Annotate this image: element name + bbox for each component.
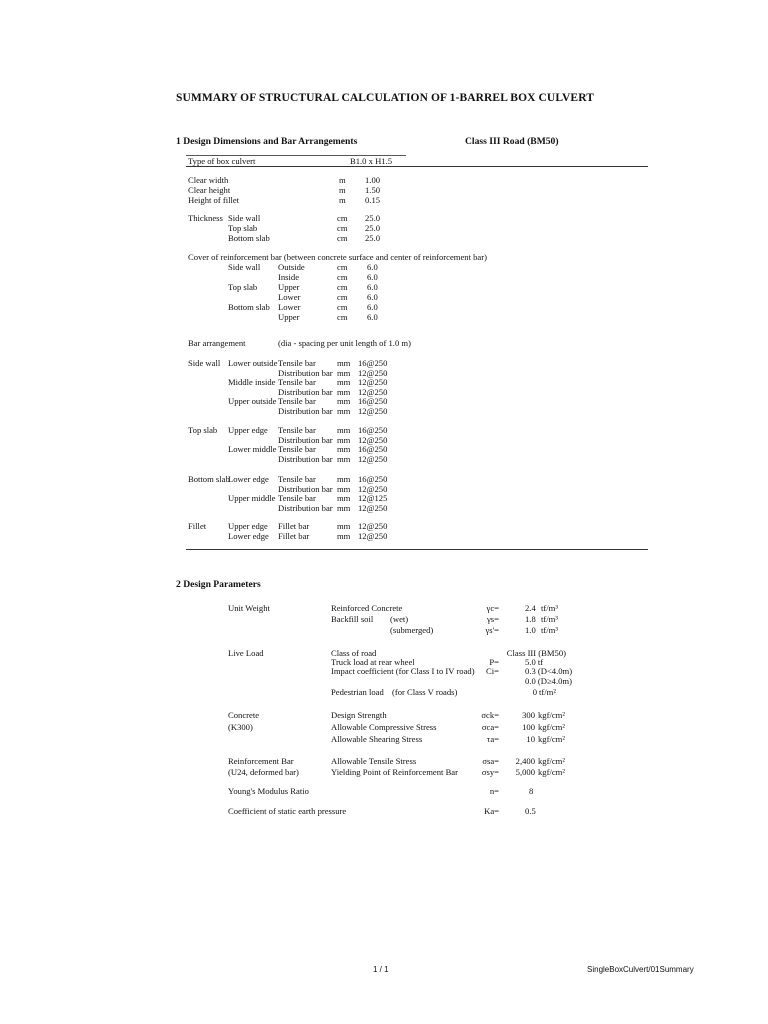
bar-value: 16@250 [358, 425, 388, 435]
bar-unit: mm [337, 444, 351, 455]
bar-value: 12@250 [358, 530, 388, 541]
pedestrian-load-desc: Pedestrian load [331, 687, 384, 697]
bar-value: 16@250 [358, 444, 388, 455]
cover-unit: cm [337, 292, 348, 302]
concrete-param-symbol: σca= [481, 722, 499, 732]
concrete-grade: (K300) [228, 722, 253, 732]
bar-value: 12@250 [358, 483, 388, 494]
bar-type: Distribution bar [278, 453, 333, 464]
concrete-param-value: 300 [522, 710, 535, 720]
truck-load-value: 5.0 tf [525, 657, 544, 667]
earth-pressure-value: 0.5 [525, 806, 536, 816]
truck-load-desc: Truck load at rear wheel [331, 657, 415, 667]
bar-type: Tensile bar [278, 377, 316, 388]
cover-position: Lower [278, 302, 301, 312]
concrete-param-value: 10 [526, 734, 535, 744]
unit-weight-note: (submerged) [390, 625, 434, 635]
section1-heading: 1 Design Dimensions and Bar Arrangements [176, 136, 358, 147]
page-title: SUMMARY OF STRUCTURAL CALCULATION OF 1-BARREL BOX CULVERT [176, 92, 594, 104]
thickness-value: 25.0 [365, 223, 381, 233]
pedestrian-load-unit: tf/m² [539, 687, 556, 697]
concrete-param-unit: kgf/cm² [538, 734, 565, 744]
unit-weight-label: Unit Weight [228, 603, 270, 613]
bar-type: Distribution bar [278, 406, 333, 416]
bar-value: 16@250 [358, 474, 388, 484]
bar-arrangement-note: (dia - spacing per unit length of 1.0 m) [278, 338, 411, 348]
bar-unit: mm [337, 483, 351, 494]
rebar-grade: (U24, deformed bar) [228, 767, 299, 777]
live-load-label: Live Load [228, 648, 264, 658]
bar-unit: mm [337, 521, 351, 531]
unit-weight-value: 2.4 [525, 603, 536, 613]
cover-part: Top slab [228, 282, 258, 292]
cover-position: Outside [278, 262, 305, 272]
bar-position: Lower edge [228, 474, 269, 484]
bar-type: Tensile bar [278, 493, 316, 504]
rebar-param-symbol: σsy= [481, 767, 499, 777]
cover-value: 6.0 [367, 272, 378, 282]
bar-type: Tensile bar [278, 474, 316, 484]
bar-unit: mm [337, 530, 351, 541]
bar-position: Lower edge [228, 530, 269, 541]
cover-value: 6.0 [367, 302, 378, 312]
rebar-param-desc: Yielding Point of Reinforcement Bar [331, 767, 458, 777]
cover-value: 6.0 [367, 292, 378, 302]
bar-type: Distribution bar [278, 386, 333, 397]
type-label: Type of box culvert [188, 156, 256, 166]
unit-weight-unit: tf/m³ [541, 603, 558, 613]
truck-load-symbol: P= [489, 657, 499, 667]
thickness-value: 25.0 [365, 233, 381, 243]
bar-unit: mm [337, 396, 351, 407]
bar-value: 12@250 [358, 406, 388, 416]
unit-weight-symbol: γs= [487, 614, 499, 624]
bar-type: Fillet bar [278, 521, 310, 531]
unit-weight-unit: tf/m³ [541, 614, 558, 624]
bar-unit: mm [337, 367, 351, 378]
bar-type: Tensile bar [278, 444, 316, 455]
cover-position: Upper [278, 312, 300, 322]
bar-type: Tensile bar [278, 358, 316, 368]
bar-value: 12@250 [358, 502, 388, 513]
dimension-label: Clear width [188, 175, 229, 185]
bar-unit: mm [337, 502, 351, 513]
bar-position: Upper outside [228, 396, 277, 407]
earth-pressure-label: Coefficient of static earth pressure [228, 806, 347, 816]
cover-unit: cm [337, 262, 348, 272]
pedestrian-load-value: 0 [532, 687, 537, 697]
impact-coef-symbol: Ci= [486, 666, 499, 676]
bar-value: 12@250 [358, 377, 388, 388]
bar-type: Fillet bar [278, 530, 310, 541]
thickness-unit: cm [337, 223, 348, 233]
dimension-value: 0.15 [365, 195, 381, 205]
bar-type: Tensile bar [278, 396, 316, 407]
bar-unit: mm [337, 434, 351, 445]
cover-unit: cm [337, 272, 348, 282]
section2-heading: 2 Design Parameters [176, 579, 261, 590]
unit-weight-value: 1.0 [525, 625, 536, 635]
bar-unit: mm [337, 425, 351, 435]
road-class-desc: Class of road [331, 648, 377, 658]
file-path: SingleBoxCulvert/01Summary [587, 965, 694, 974]
rebar-param-unit: kgf/cm² [538, 767, 565, 777]
cover-value: 6.0 [367, 312, 378, 322]
bar-value: 12@125 [358, 493, 388, 504]
bar-member: Bottom slab [188, 474, 230, 484]
concrete-param-desc: Allowable Compressive Stress [331, 722, 437, 732]
thickness-label: Thickness [188, 213, 223, 223]
type-value: B1.0 x H1.5 [350, 156, 393, 166]
type-top-border [186, 155, 406, 156]
impact-coef-value-1: 0.3 (D<4.0m) [525, 666, 573, 676]
bar-type: Distribution bar [278, 483, 333, 494]
concrete-param-desc: Design Strength [331, 710, 387, 720]
thickness-part: Top slab [228, 223, 258, 233]
bar-position: Upper edge [228, 425, 268, 435]
rebar-param-value: 5,000 [515, 767, 535, 777]
bar-unit: mm [337, 406, 351, 416]
bar-unit: mm [337, 358, 351, 368]
dimension-value: 1.00 [365, 175, 381, 185]
cover-position: Lower [278, 292, 301, 302]
bar-arrangement-label: Bar arrangement [188, 338, 246, 348]
cover-unit: cm [337, 302, 348, 312]
bar-type: Distribution bar [278, 367, 333, 378]
bar-position: Lower middle [228, 444, 277, 455]
bar-position: Middle inside [228, 377, 276, 388]
concrete-param-value: 100 [522, 722, 535, 732]
cover-label: Cover of reinforcement bar (between concrete surface and center of reinforcement bar) [188, 252, 487, 262]
road-class-label: Class III Road (BM50) [465, 136, 559, 147]
dimension-label: Clear height [188, 185, 231, 195]
bar-value: 12@250 [358, 521, 388, 531]
thickness-value: 25.0 [365, 213, 381, 223]
earth-pressure-symbol: Ka= [484, 806, 499, 816]
bar-type: Distribution bar [278, 502, 333, 513]
thickness-part: Side wall [228, 213, 261, 223]
impact-coef-value-2: 0.0 (D≥4.0m) [525, 676, 572, 686]
modulus-label: Young's Modulus Ratio [228, 786, 309, 796]
bar-value: 12@250 [358, 367, 388, 378]
concrete-param-unit: kgf/cm² [538, 710, 565, 720]
dimension-unit: m [339, 185, 346, 195]
unit-weight-symbol: γs'= [485, 625, 499, 635]
unit-weight-desc: Reinforced Concrete [331, 603, 403, 613]
rebar-label: Reinforcement Bar [228, 756, 294, 766]
bar-unit: mm [337, 386, 351, 397]
bar-unit: mm [337, 453, 351, 464]
bar-member: Top slab [188, 425, 218, 435]
concrete-param-symbol: σck= [481, 710, 499, 720]
rebar-param-desc: Allowable Tensile Stress [331, 756, 417, 766]
bar-position: Upper middle [228, 493, 276, 504]
unit-weight-symbol: γc= [486, 603, 499, 613]
bar-type: Tensile bar [278, 425, 316, 435]
bar-member: Fillet [188, 521, 207, 531]
dimension-label: Height of fillet [188, 195, 240, 205]
rebar-param-value: 2,400 [515, 756, 535, 766]
cover-part: Side wall [228, 262, 261, 272]
impact-coef-desc: Impact coefficient (for Class I to IV road) [331, 666, 475, 676]
cover-value: 6.0 [367, 262, 378, 272]
cover-position: Inside [278, 272, 300, 282]
section1-bottom-rule [186, 549, 648, 550]
cover-position: Upper [278, 282, 300, 292]
bar-type: Distribution bar [278, 434, 333, 445]
cover-value: 6.0 [367, 282, 378, 292]
bar-position: Lower outside [228, 358, 278, 368]
bar-member: Side wall [188, 358, 221, 368]
bar-unit: mm [337, 474, 351, 484]
thickness-unit: cm [337, 213, 348, 223]
bar-value: 12@250 [358, 434, 388, 445]
bar-value: 16@250 [358, 396, 388, 407]
modulus-value: 8 [529, 786, 534, 796]
thickness-part: Bottom slab [228, 233, 270, 243]
bar-value: 12@250 [358, 386, 388, 397]
concrete-param-symbol: τa= [486, 734, 499, 744]
dimension-unit: m [339, 195, 346, 205]
section1-top-rule [186, 166, 648, 167]
bar-position: Upper edge [228, 521, 268, 531]
dimension-value: 1.50 [365, 185, 381, 195]
concrete-param-unit: kgf/cm² [538, 722, 565, 732]
cover-part: Bottom slab [228, 302, 270, 312]
bar-value: 16@250 [358, 358, 388, 368]
rebar-param-symbol: σsa= [482, 756, 499, 766]
bar-value: 12@250 [358, 453, 388, 464]
pedestrian-load-note: (for Class V roads) [392, 687, 458, 697]
bar-unit: mm [337, 377, 351, 388]
modulus-symbol: n= [489, 786, 499, 796]
rebar-param-unit: kgf/cm² [538, 756, 565, 766]
concrete-label: Concrete [228, 710, 260, 720]
concrete-param-desc: Allowable Shearing Stress [331, 734, 423, 744]
cover-unit: cm [337, 282, 348, 292]
cover-unit: cm [337, 312, 348, 322]
thickness-unit: cm [337, 233, 348, 243]
unit-weight-desc: Backfill soil [331, 614, 374, 624]
unit-weight-value: 1.8 [525, 614, 536, 624]
bar-unit: mm [337, 493, 351, 504]
dimension-unit: m [339, 175, 346, 185]
road-class-value: Class III (BM50) [506, 648, 566, 658]
page-number: 1 / 1 [373, 965, 389, 974]
unit-weight-unit: tf/m³ [541, 625, 558, 635]
unit-weight-note: (wet) [390, 614, 409, 624]
